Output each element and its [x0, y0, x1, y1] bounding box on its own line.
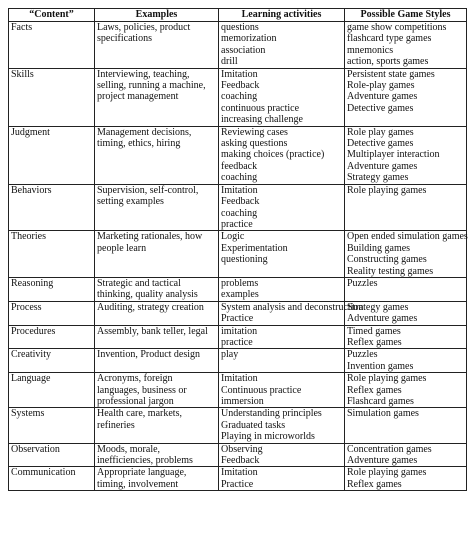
cell-line: Strategy games [347, 172, 409, 184]
cell-line: project management [97, 91, 179, 103]
cell-line: Auditing, strategy creation [97, 301, 204, 313]
cell-line: Reviewing cases [221, 126, 288, 138]
table-row [9, 301, 467, 325]
cell-line: Creativity [11, 349, 51, 361]
header-learning-activities: Learning activities [219, 9, 345, 22]
cell-line: Reality testing games [347, 265, 434, 277]
table-row [9, 22, 467, 69]
header-examples: Examples [95, 9, 219, 22]
game-styles-cell [345, 301, 467, 325]
cell-line: Theories [11, 231, 46, 243]
table-row [9, 325, 467, 349]
table-row [9, 443, 467, 467]
game-styles-cell [345, 231, 467, 278]
activities-cell [219, 349, 345, 373]
table-row [9, 467, 467, 491]
table-row [9, 184, 467, 231]
table-row [9, 349, 467, 373]
cell-line: Moods, morale, inefficiencies, problems [97, 443, 193, 467]
cell-line: practice [221, 218, 253, 230]
content-cell [9, 467, 95, 491]
activities-cell [219, 22, 345, 69]
cell-line: Supervision, self-control, setting examples [97, 184, 199, 208]
content-cell [9, 373, 95, 408]
cell-line: play [221, 349, 239, 361]
cell-line: Behaviors [11, 184, 52, 196]
cell-line: Imitation [221, 373, 258, 385]
examples-cell [95, 277, 219, 301]
activities-cell [219, 68, 345, 126]
cell-line: flashcard type games [347, 33, 432, 45]
table-row [9, 373, 467, 408]
cell-line: Health care, markets, refineries [97, 408, 182, 431]
cell-line: Multiplayer interaction [347, 149, 440, 161]
cell-line: Detective games [347, 102, 414, 114]
cell-line: Adventure games [347, 313, 418, 325]
cell-line: Detective games [347, 138, 414, 150]
cell-line: examples [221, 289, 259, 301]
examples-cell [95, 22, 219, 69]
examples-cell [95, 325, 219, 349]
cell-line: Flashcard games [347, 396, 414, 407]
cell-line: Procedures [11, 325, 56, 337]
cell-line: Systems [11, 408, 45, 420]
cell-line: Concentration games [347, 443, 432, 455]
cell-line: Facts [11, 22, 33, 33]
game-styles-cell [345, 22, 467, 69]
examples-cell [95, 373, 219, 408]
cell-line: association [221, 44, 266, 56]
cell-line: Invention games [347, 360, 414, 372]
cell-line: feedback [221, 160, 258, 172]
cell-line: Appropriate language, timing, involvement [97, 467, 187, 490]
activities-cell [219, 231, 345, 278]
cell-line: coaching [221, 172, 258, 184]
cell-line: increasing challenge [221, 114, 303, 126]
cell-line: Strategy games [347, 301, 409, 313]
examples-cell [95, 301, 219, 325]
cell-line: System analysis and deconstruction [221, 301, 364, 313]
game-styles-cell [345, 408, 467, 443]
cell-line: game show competitions [347, 22, 447, 33]
game-styles-cell [345, 467, 467, 491]
cell-line: Interviewing, teaching, selling, running a machine, [97, 68, 206, 92]
examples-cell [95, 349, 219, 373]
cell-line: Reflex games [347, 478, 402, 490]
cell-line: Observation [11, 443, 60, 455]
content-cell [9, 325, 95, 349]
activities-cell [219, 373, 345, 408]
cell-line: Continuous practice [221, 384, 302, 396]
content-cell [9, 231, 95, 278]
cell-line: continuous practice [221, 102, 300, 114]
cell-line: Language [11, 373, 51, 385]
cell-line: Puzzles [347, 349, 378, 361]
cell-line: coaching [221, 91, 258, 103]
table-row [9, 231, 467, 278]
content-game-styles-table [8, 8, 467, 491]
cell-line: Logic [221, 231, 245, 243]
activities-cell [219, 443, 345, 467]
table-row [9, 408, 467, 443]
cell-line: Imitation [221, 467, 258, 479]
examples-cell [95, 68, 219, 126]
cell-line: Feedback [221, 196, 260, 208]
cell-line: Adventure games [347, 455, 418, 467]
activities-cell [219, 184, 345, 231]
content-cell [9, 184, 95, 231]
game-styles-cell [345, 126, 467, 184]
cell-line: Invention, Product design [97, 349, 201, 361]
cell-line: coaching [221, 207, 258, 219]
cell-line: Practice [221, 478, 254, 490]
cell-line: Role playing games [347, 373, 427, 385]
cell-line: Judgment [11, 126, 50, 138]
cell-line: action, sports games [347, 56, 429, 68]
content-cell [9, 277, 95, 301]
cell-line: Assembly, bank teller, legal [97, 325, 208, 337]
cell-line: Experimentation [221, 242, 288, 254]
examples-cell [95, 184, 219, 231]
content-cell [9, 68, 95, 126]
cell-line: Marketing rationales, how people learn [97, 231, 203, 254]
cell-line: Feedback [221, 455, 260, 467]
cell-line: Skills [11, 68, 34, 80]
game-styles-cell [345, 184, 467, 231]
activities-cell [219, 277, 345, 301]
examples-cell [95, 443, 219, 467]
cell-line: Laws, policies, product specifications [97, 22, 191, 45]
cell-line: Puzzles [347, 277, 378, 289]
examples-cell [95, 408, 219, 443]
activities-cell [219, 301, 364, 325]
cell-line: practice [221, 336, 253, 348]
cell-line: Feedback [221, 80, 260, 92]
cell-line: Communication [11, 467, 76, 479]
cell-line: immersion [221, 396, 264, 407]
cell-line: Role playing games [347, 184, 427, 196]
cell-line: Acronyms, foreign languages, business or professional jargon [97, 373, 187, 407]
cell-line: Persistent state games [347, 68, 435, 80]
cell-line: Timed games [347, 325, 401, 337]
cell-line: Imitation [221, 184, 258, 196]
cell-line: mnemonics [347, 44, 394, 56]
cell-line: Practice [221, 313, 254, 325]
cell-line: imitation [221, 325, 258, 337]
game-styles-cell [345, 349, 467, 373]
cell-line: Playing in microworlds [221, 431, 315, 443]
game-styles-cell [345, 443, 467, 467]
cell-line: making choices (practice) [221, 149, 325, 161]
cell-line: drill [221, 56, 238, 68]
content-cell [9, 443, 95, 467]
examples-cell [95, 467, 219, 491]
activities-cell [219, 408, 345, 443]
cell-line: questioning [221, 254, 268, 266]
cell-line: questions [221, 22, 259, 33]
header-content: “Content” [9, 9, 95, 22]
game-styles-cell [345, 373, 467, 408]
cell-line: Adventure games [347, 160, 418, 172]
cell-line: asking questions [221, 138, 288, 150]
activities-cell [219, 325, 345, 349]
cell-line: Simulation games [347, 408, 419, 420]
cell-line: Reflex games [347, 384, 402, 396]
header-row [9, 9, 467, 22]
cell-line: Role-play games [347, 80, 415, 92]
content-cell [9, 301, 95, 325]
content-cell [9, 22, 95, 69]
cell-line: Observing [221, 443, 263, 455]
table-row [9, 277, 467, 301]
cell-line: Strategic and tactical thinking, quality analysis [97, 277, 198, 301]
content-cell [9, 349, 95, 373]
cell-line: Understanding principles [221, 408, 322, 420]
header-game-styles: Possible Game Styles [345, 9, 467, 22]
content-cell [9, 408, 95, 443]
examples-cell [95, 231, 219, 278]
cell-line: Imitation [221, 68, 258, 80]
cell-line: Role playing games [347, 467, 427, 479]
game-styles-cell [345, 277, 467, 301]
activities-cell [219, 126, 345, 184]
cell-line: problems [221, 277, 259, 289]
table-row [9, 126, 467, 184]
cell-line: Open ended simulation games [347, 231, 468, 243]
cell-line: Reflex games [347, 336, 402, 348]
cell-line: Process [11, 301, 42, 313]
examples-cell [95, 126, 219, 184]
cell-line: Adventure games [347, 91, 418, 103]
cell-line: Building games [347, 242, 411, 254]
cell-line: memorization [221, 33, 277, 45]
table-body [9, 22, 467, 491]
cell-line: Reasoning [11, 277, 54, 289]
cell-line: Constructing games [347, 254, 427, 266]
game-styles-cell [345, 325, 467, 349]
game-styles-cell [345, 68, 467, 126]
activities-cell [219, 467, 345, 491]
table-row [9, 68, 467, 126]
content-cell [9, 126, 95, 184]
cell-line: Management decisions, timing, ethics, hiring [97, 126, 192, 150]
cell-line: Graduated tasks [221, 419, 286, 431]
cell-line: Role play games [347, 126, 414, 138]
